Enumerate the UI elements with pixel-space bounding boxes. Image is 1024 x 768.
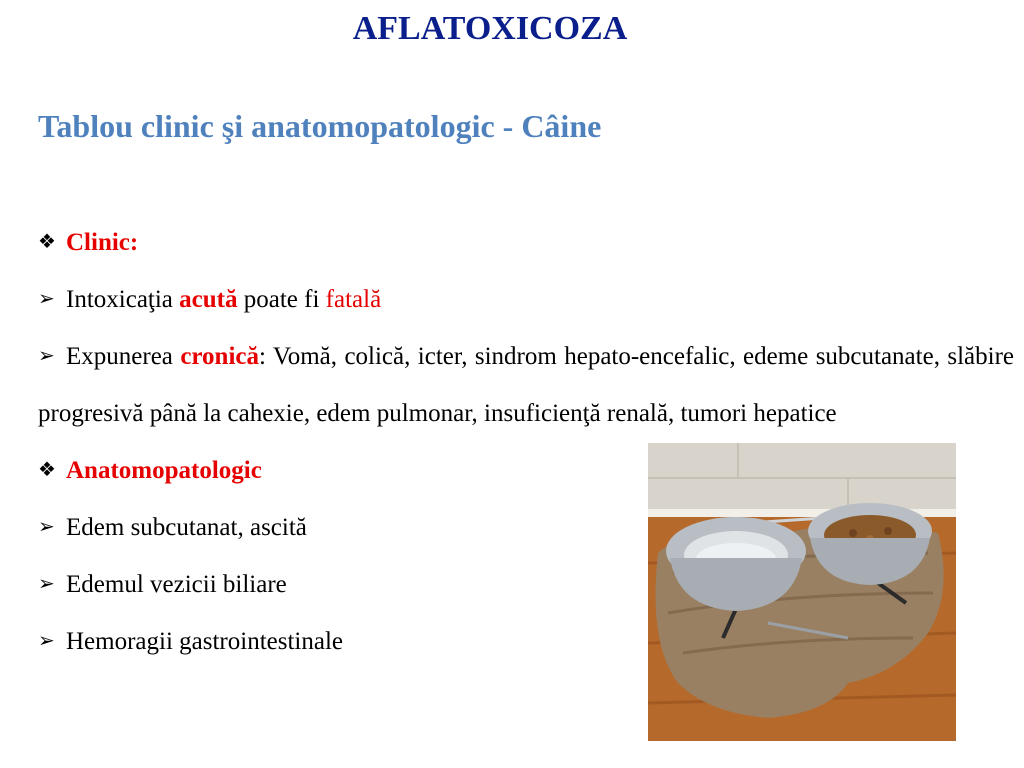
arrow-bullet-icon: ➢: [38, 630, 55, 652]
chronic-text-1: Expunerea: [66, 343, 173, 370]
clinic-heading-line: [38, 214, 1014, 271]
slide-title: AFLATOXICOZA: [352, 10, 628, 47]
dog-bowls-illustration: [648, 443, 956, 741]
chronic-emphasis: cronică: [180, 343, 259, 370]
acute-fatal: fatală: [325, 286, 382, 313]
anatomo-item-1: Edem subcutanat, ascită: [66, 514, 307, 541]
anatomo-item-3: Hemoragii gastrointestinale: [66, 628, 344, 655]
acute-emphasis: acută: [179, 286, 238, 313]
diamond-bullet-icon: ❖: [38, 231, 56, 253]
arrow-bullet-icon: ➢: [38, 573, 55, 595]
arrow-bullet-icon: ➢: [38, 288, 55, 310]
arrow-bullet-icon: ➢: [38, 516, 55, 538]
clinic-heading: Clinic:: [66, 229, 139, 256]
slide-subtitle: Tablou clinic şi anatomopatologic - Câine: [38, 108, 602, 144]
acute-line: [38, 271, 1014, 328]
dog-bowls-photo: [648, 443, 956, 741]
anatomo-item-2: Edemul vezicii biliare: [66, 571, 287, 598]
arrow-bullet-icon: ➢: [38, 345, 55, 367]
acute-text-2: poate fi: [243, 286, 320, 313]
acute-text-1: Intoxicaţia: [66, 286, 173, 313]
diamond-bullet-icon: ❖: [38, 459, 56, 481]
anatomo-heading: Anatomopatologic: [66, 457, 262, 484]
chronic-text-2: : Vomă, colică, icter, sindrom hepato-encefalic, edeme subcutanate, slăbire progresivă până la cahexie, edem pulmonar, insuficienţă renală, tumori hepatice: [38, 343, 1014, 427]
chronic-paragraph: [38, 328, 1014, 442]
